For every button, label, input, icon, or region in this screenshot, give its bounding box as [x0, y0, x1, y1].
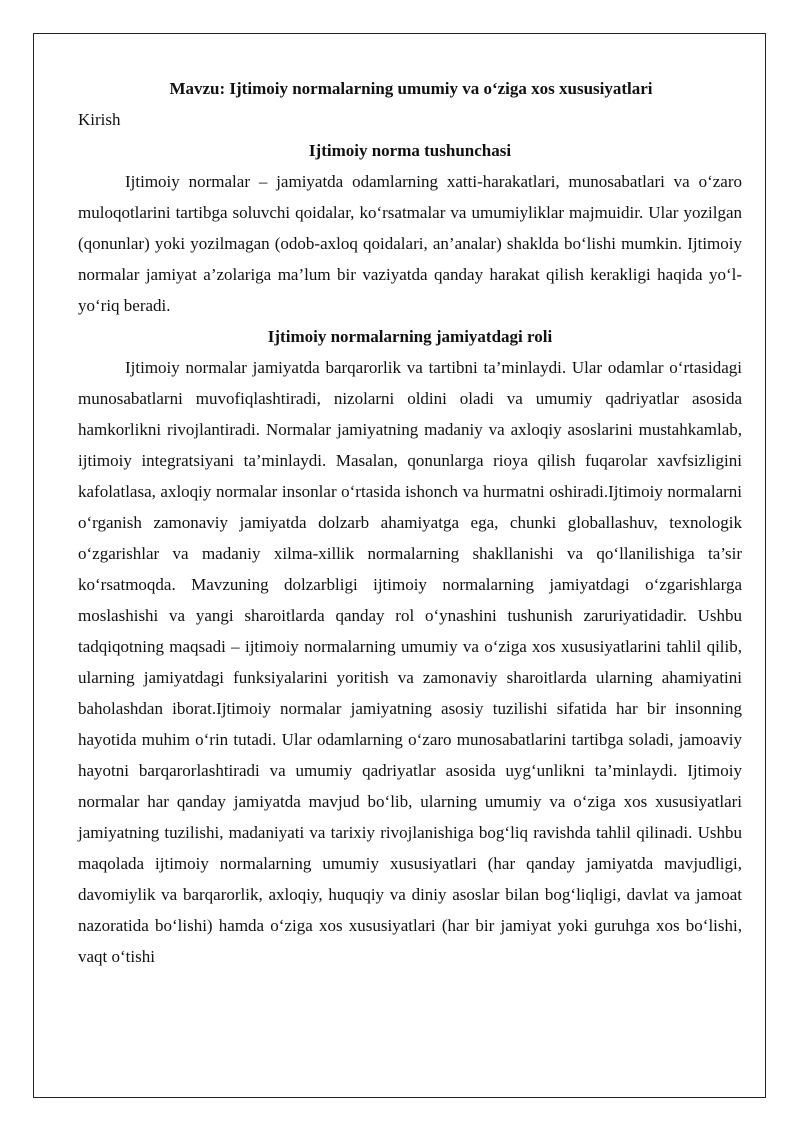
section-heading-norm-concept: Ijtimoiy norma tushunchasi — [308, 141, 512, 160]
intro-label: Kirish — [78, 110, 121, 129]
document-title: Mavzu: Ijtimoiy normalarning umumiy va o‘ziga xos xususiyatlari — [169, 79, 653, 98]
section-heading-norm-role: Ijtimoiy normalarning jamiyatdagi roli — [267, 327, 553, 346]
paragraph-norm-role: Ijtimoiy normalar jamiyatda barqarorlik va tartibni ta’minlaydi. Ular odamlar o‘rtasidagi munosabatlarni muvofiqlashtiradi, nizolarni oldini oladi va umumiy qadriyatlar asosida hamkorlikni rivojlantiradi. Normalar jamiyatning madaniy va axloqiy asoslarini mustahkamlab, ijtimoiy integratsiyani ta’minlaydi. Masalan, qonunlarga rioya qilish fuqarolar xavfsizligini kafolatlasa, axloqiy normalar insonlar o‘rtasida ishonch va hurmatni oshiradi.Ijtimoiy normalarni o‘rganish zamonaviy jamiyatda dolzarb ahamiyatga ega, chunki globallashuv, texnologik o‘zgarishlar va madaniy xilma-xillik normalarning shakllanishi va qo‘llanilishiga ta’sir ko‘rsatmoqda. Mavzuning dolzarbligi ijtimoiy normalarning jamiyatdagi o‘zgarishlarga moslashishi va yangi sharoitlarda qanday rol o‘ynashini tushunish zaruriyatidadir. Ushbu tadqiqotning maqsadi – ijtimoiy normalarning umumiy va o‘ziga xos xususiyatlarini tahlil qilib, ularning jamiyatdagi funksiyalarini yoritish va zamonaviy sharoitlarda ularning ahamiyatini baholashdan iborat.Ijtimoiy normalar jamiyatning asosiy tuzilishi sifatida har bir insonning hayotida muhim o‘rin tutadi. Ular odamlarning o‘zaro munosabatlarini tartibga soladi, jamoaviy hayotni barqarorlashtiradi va umumiy qadriyatlar asosida uyg‘unlikni ta’minlaydi. Ijtimoiy normalar har qanday jamiyatda mavjud bo‘lib, ularning umumiy va o‘ziga xos xususiyatlari jamiyatning tuzilishi, madaniyati va tarixiy rivojlanishiga bog‘liq ravishda tahlil qilinadi. Ushbu maqolada ijtimoiy normalarning umumiy xususiyatlari (har qanday jamiyatda mavjudligi, davomiylik va barqarorlik, axloqiy, huquqiy va diniy asoslar bilan bog‘liqligi, davlat va jamoat nazoratida bo‘lishi) hamda o‘ziga xos xususiyatlari (har bir jamiyat yoki guruhga xos bo‘lishi, vaqt o‘tishi — [78, 358, 742, 966]
document-body — [78, 73, 742, 972]
paragraph-norm-concept: Ijtimoiy normalar – jamiyatda odamlarning xatti-harakatlari, munosabatlari va o‘zaro muloqotlarini tartibga soluvchi qoidalar, ko‘rsatmalar va umumiyliklar majmuidir. Ular yozilgan (qonunlar) yoki yozilmagan (odob-axloq qoidalari, an’analar) shaklda bo‘lishi mumkin. Ijtimoiy normalar jamiyat a’zolariga ma’lum bir vaziyatda qanday harakat qilish kerakligi haqida yo‘l-yo‘riq beradi. — [78, 172, 742, 315]
